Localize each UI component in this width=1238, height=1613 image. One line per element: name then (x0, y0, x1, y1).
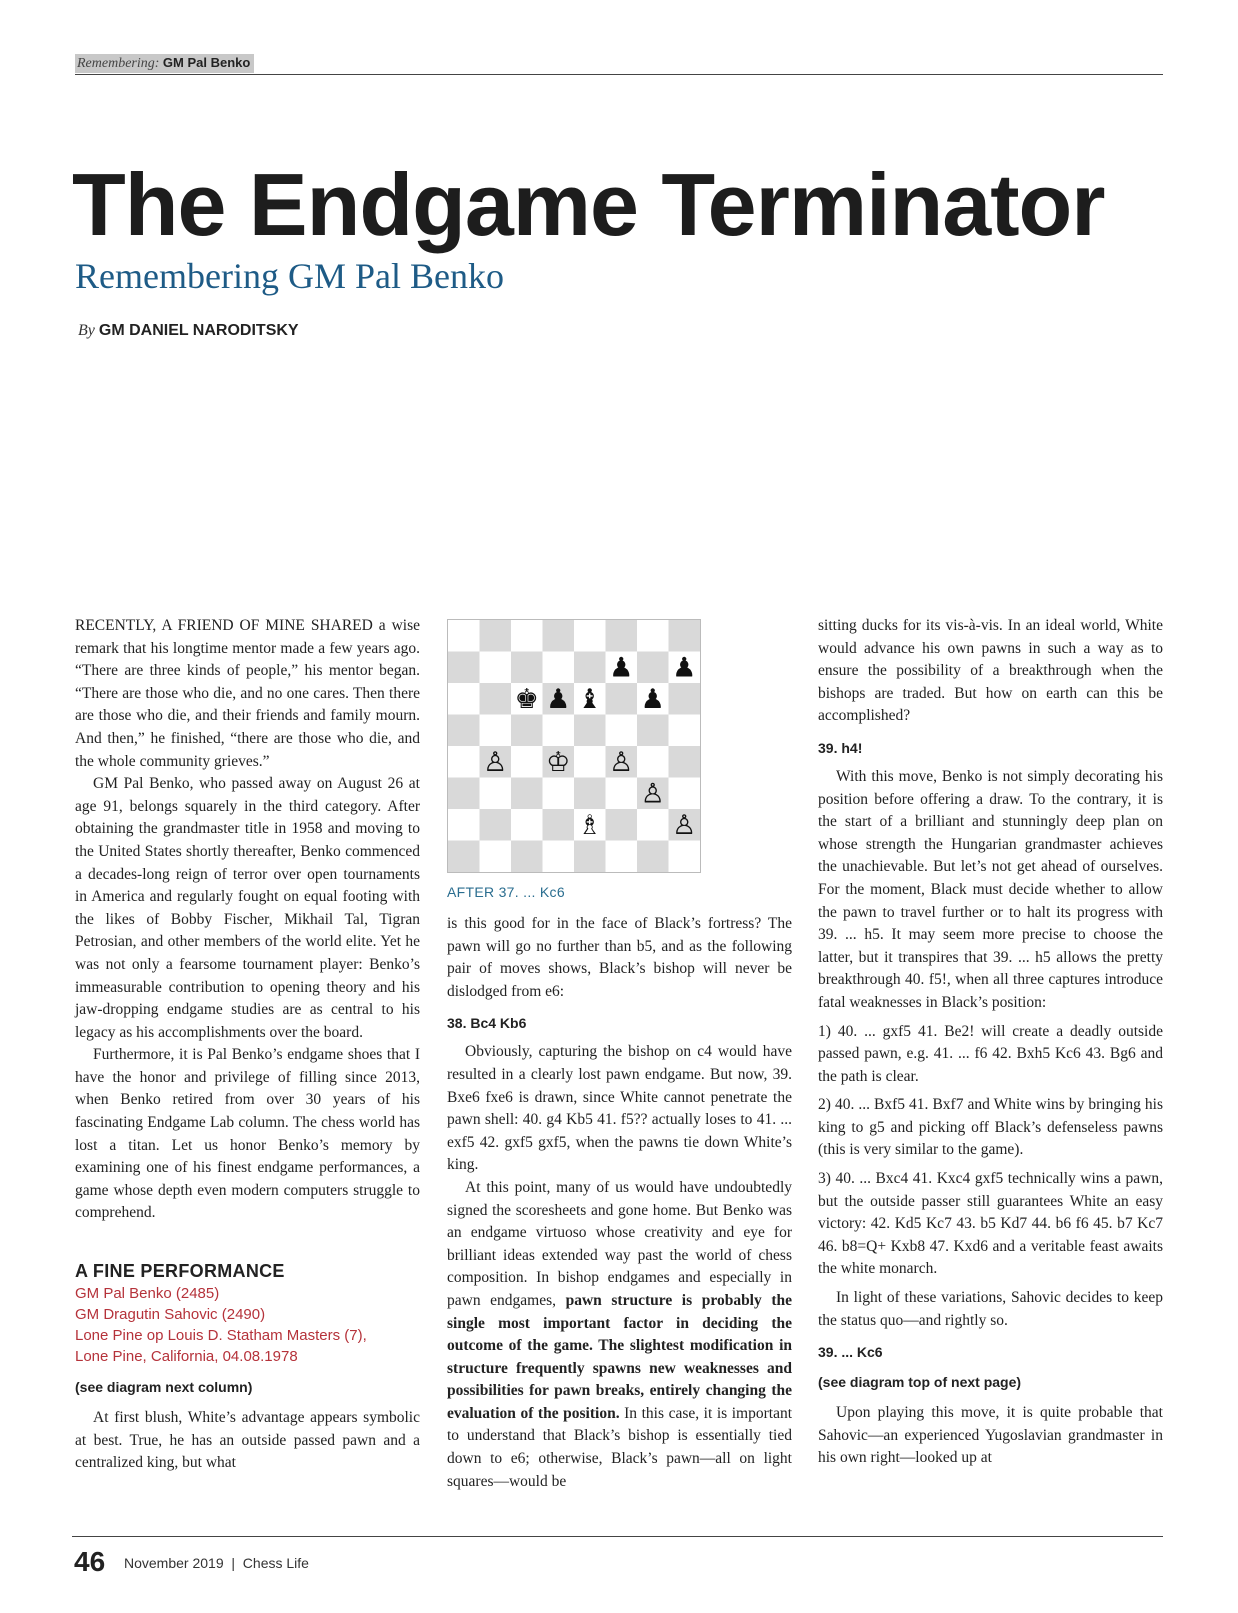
chess-diagram (447, 619, 701, 873)
diagram-note: (see diagram top of next page) (818, 1374, 1022, 1391)
paragraph: GM Pal Benko, who passed away on August 26 at age 91, belongs squarely in the third category. After obtaining the grandmaster title in 1958 and moving to the United States shortly thereafter, Benko commenced a decades-long reign of terror over open tournaments in America and regularly fought on equal footing with the likes of Bobby Fischer, Mikhail Tal, Tigran Petrosian, and other members of the world elite. Yet he was not only a fearsome tournament player: Benko’s immeasurable contribution to opening theory and his jaw-dropping endgame studies are as central to his legacy as his accomplishments over the board. (75, 775, 420, 1041)
chess-piece-black: ♟ (640, 683, 665, 715)
board-square (448, 778, 480, 810)
board-square (669, 746, 701, 778)
move-heading: 38. Bc4 Kb6 (447, 1015, 527, 1032)
column-1 (75, 615, 420, 1475)
page-footer (72, 1536, 1163, 1597)
paragraph: With this move, Benko is not simply decorating his position before offering a draw. To the contrary, it is the start of a brilliant and stunningly deep plan on whose strength the Hungarian grandmaster achieves the unachievable. But let’s not get ahead of ourselves. For the moment, Black must decide whether to allow the pawn to travel further or to halt its progress with 39. ... h5. It may seem more precise to choose the latter, but it transpires that 39. ... h5 allows the pretty breakthrough 40. f5!, when all three captures introduce fatal weaknesses in Black’s position: (818, 767, 1163, 1011)
board-square (448, 652, 480, 684)
page-subtitle: Remembering GM Pal Benko (75, 256, 504, 296)
game-event: Lone Pine op Louis D. Statham Masters (7), (75, 1327, 367, 1345)
board-square (543, 652, 575, 684)
board-square (480, 841, 512, 873)
page-title: The Endgame Terminator (72, 155, 1105, 254)
board-square (543, 715, 575, 747)
chess-piece-white: ♙ (483, 746, 508, 778)
chess-piece-white: ♙ (609, 746, 634, 778)
chess-piece-white: ♙ (672, 809, 697, 841)
page-number: 46 (74, 1546, 106, 1577)
chess-piece-white: ♔ (546, 746, 571, 778)
paragraph: Furthermore, it is Pal Benko’s endgame shoes that I have the honor and privilege of filling since 2013, when Benko retired from over 30 years of his fascinating Endgame Lab column. The chess world has lost a titan. Let us honor Benko’s memory by examining one of his finest endgame performances, a game whose depth even modern computers struggle to comprehend. (75, 1046, 420, 1222)
variation-1: 1) 40. ... gxf5 41. Be2! will create a deadly outside passed pawn, e.g. 41. ... f6 42. Bxh5 Kc6 43. Bg6 and the path is clear. (818, 1022, 1163, 1085)
paragraph: sitting ducks for its vis-à-vis. In an ideal world, White would advance his own pawns in such a way as to ensure the possibility of a breakthrough when the bishops are traded. But how on earth can this be accomplished? (818, 617, 1163, 725)
paragraph: In light of these variations, Sahovic decides to keep the status quo—and rightly so. (818, 1289, 1163, 1329)
paragraph: Upon playing this move, it is quite probable that Sahovic—an experienced Yugoslavian grandmaster in his own right—looked up at (818, 1404, 1163, 1467)
paragraph-text: In this case, it is important to understand that Black’s bishop is essentially tied down to e6; otherwise, Black’s pawn—all on light squares—would be (447, 1404, 793, 1490)
board-square (606, 715, 638, 747)
section-tag-subject: GM Pal Benko (162, 55, 251, 70)
byline (78, 321, 299, 341)
board-square (511, 715, 543, 747)
diagram-note: (see diagram next column) (75, 1379, 253, 1396)
board-square (448, 620, 480, 652)
variation-2: 2) 40. ... Bxf5 41. Bxf7 and White wins by bringing his king to g5 and picking off Black’s defenseless pawns (this is very similar to the game). (818, 1096, 1163, 1159)
section-tag (75, 54, 254, 73)
diagram-caption: AFTER 37. ... Kc6 (447, 884, 565, 900)
paragraph (447, 1177, 792, 1493)
chess-piece-white: ♙ (640, 778, 665, 810)
paragraph: RECENTLY, A FRIEND OF MINE SHARED a wise remark that his longtime mentor made a few years ago. “There are three kinds of people,” his mentor began. “There are those who die, and no one cares. Then there are those who die, and their friends and family mourn. And then,” he finished, “there are those who die, and the whole community grieves.” (75, 617, 420, 770)
board-square (480, 683, 512, 715)
board-square (637, 620, 669, 652)
board-square (669, 841, 701, 873)
board-square (606, 620, 638, 652)
chess-piece-black: ♚ (514, 683, 539, 715)
board-square (606, 809, 638, 841)
running-head (75, 54, 1163, 75)
board-square (543, 809, 575, 841)
board-square (480, 620, 512, 652)
chess-piece-black: ♝ (577, 683, 602, 715)
byline-prefix: By (78, 322, 95, 339)
variation-3: 3) 40. ... Bxc4 41. Kxc4 gxf5 technically wins a pawn, but the outside passer still guarantees White an easy victory: 42. Kd5 Kc7 43. b5 Kd7 44. b6 f6 45. b7 Kc7 46. b8=Q+ Kxb8 47. Kxd6 and a veritable feast awaits the white monarch. (818, 1170, 1163, 1278)
board-square (543, 620, 575, 652)
game-white-player: GM Pal Benko (2485) (75, 1285, 220, 1303)
board-square (448, 683, 480, 715)
board-square (543, 841, 575, 873)
game-place-date: Lone Pine, California, 04.08.1978 (75, 1348, 298, 1366)
move-heading: 39. ... Kc6 (818, 1344, 883, 1361)
move-heading: 39. h4! (818, 739, 863, 756)
board-square (637, 809, 669, 841)
board-square (637, 652, 669, 684)
paragraph-text: At this point, many of us would have undoubtedly signed the scoresheets and gone home. But Benko was an endgame virtuoso whose creativity and eye for brilliant ideas extended way past the world of chess composition. In bishop endgames and especially in pawn endgames, (447, 1178, 792, 1309)
board-square (480, 652, 512, 684)
board-square (511, 841, 543, 873)
board-square (669, 778, 701, 810)
board-square (574, 620, 606, 652)
board-square (669, 715, 701, 747)
board-square (637, 746, 669, 778)
board-square (448, 841, 480, 873)
board-square (606, 841, 638, 873)
board-square (574, 841, 606, 873)
board-square (511, 809, 543, 841)
board-square (543, 778, 575, 810)
paragraph: is this good for in the face of Black’s fortress? The pawn will go no further than b5, and as the following pair of moves shows, Black’s bishop will never be dislodged from e6: (447, 915, 792, 1000)
paragraph: Obviously, capturing the bishop on c4 would have resulted in a clearly lost pawn endgame. But now, 39. Bxe6 fxe6 is drawn, since White cannot penetrate the pawn shell: 40. g4 Kb5 41. f5?? actually loses to 41. ... exf5 42. gxf5 gxf5, when the pawns tie down White’s king. (447, 1043, 792, 1174)
section-tag-label: Remembering: (77, 56, 160, 71)
chess-board (448, 620, 700, 872)
board-square (448, 746, 480, 778)
board-square (574, 778, 606, 810)
paragraph-emphasis: pawn structure is probably the single most important factor in deciding the outcome of the game. The slightest modification in structure frequently spawns new weaknesses and possibilities for pawn breaks, entirely changing the evaluation of the position. (447, 1291, 792, 1422)
chess-piece-black: ♟ (609, 652, 634, 684)
section-heading: A FINE PERFORMANCE (75, 1261, 285, 1282)
board-square (511, 652, 543, 684)
chess-piece-white: ♗ (577, 809, 602, 841)
game-black-player: GM Dragutin Sahovic (2490) (75, 1306, 266, 1324)
board-square (448, 809, 480, 841)
chess-piece-black: ♟ (672, 652, 697, 684)
board-square (480, 778, 512, 810)
board-square (574, 715, 606, 747)
column-3 (818, 615, 1163, 1470)
board-square (669, 620, 701, 652)
board-square (606, 778, 638, 810)
board-square (637, 715, 669, 747)
board-square (606, 683, 638, 715)
board-square (574, 746, 606, 778)
paragraph: At first blush, White’s advantage appears symbolic at best. True, he has an outside passed pawn and a centralized king, but what (75, 1409, 420, 1472)
board-square (669, 683, 701, 715)
board-square (511, 620, 543, 652)
board-square (574, 652, 606, 684)
board-square (480, 809, 512, 841)
board-square (448, 715, 480, 747)
byline-author: GM DANIEL NARODITSKY (98, 322, 299, 339)
board-square (637, 841, 669, 873)
board-square (511, 746, 543, 778)
chess-piece-black: ♟ (546, 683, 571, 715)
column-2 (447, 615, 792, 1493)
board-square (511, 778, 543, 810)
footer-issue: November 2019 | Chess Life (124, 1555, 309, 1571)
board-square (480, 715, 512, 747)
